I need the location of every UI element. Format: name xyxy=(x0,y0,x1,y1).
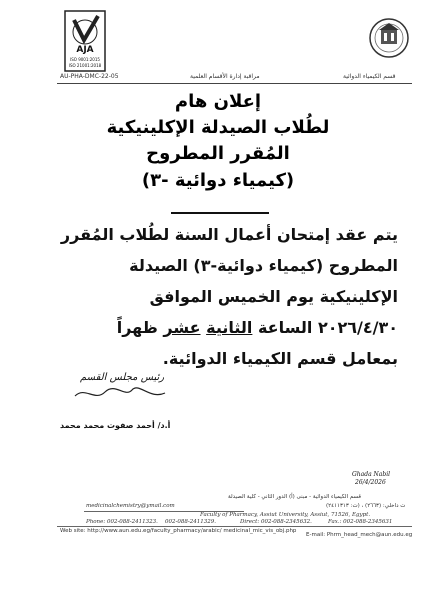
prepared-date: 26/4/2026 xyxy=(355,479,386,486)
aja-certification-logo xyxy=(64,10,106,72)
signatory-title: رئيس مجلس القسم xyxy=(80,372,165,383)
svg-text:AJA: AJA xyxy=(76,45,94,55)
footer-address-arabic: قسم الكيمياء الدوائية - مبنى (أ) الدور الثاني - كلية الصيدلة xyxy=(228,494,361,500)
title-underline xyxy=(171,212,269,214)
prepared-by-name: Ghada Nabil xyxy=(352,471,391,478)
footer-phone-2: 002-088-2411329. xyxy=(165,519,216,525)
footer-fax: Fax.: 002-088-2345631 xyxy=(328,519,393,525)
footer-phone: Phone: 002-088-2411323. xyxy=(86,519,158,525)
footer-divider xyxy=(57,526,412,527)
header-center-text: مراقبة إدارة الأقسام العلمية xyxy=(190,73,260,80)
department-name-header: قسم الكيمياء الدوائية xyxy=(343,73,396,80)
header-divider xyxy=(57,83,412,84)
footer-address-english: Faculty of Pharmacy, Assiut University, Assiut, 71526, Egypt. xyxy=(200,512,371,518)
footer-email-address[interactable]: E-mail: Phrm_head_mech@aun.edu.eg xyxy=(306,532,413,538)
exam-hour-suffix: عشر xyxy=(163,318,201,337)
body-line-3: الإكلينيكية يوم الخميس الموافق xyxy=(149,287,398,306)
body-line-5: بمعامل قسم الكيمياء الدوائية. xyxy=(162,349,398,368)
faculty-of-pharmacy-logo xyxy=(368,14,410,66)
signatory-name: أ.د/ أحمد صفوت محمد محمد xyxy=(60,421,171,430)
audience-heading: لطُلاب الصيدلة الإكلينيكية xyxy=(106,117,330,138)
handwritten-signature xyxy=(70,384,170,404)
footer-website-link[interactable]: Web site: http://www.aun.edu.eg/faculty_pharmacy/arabic/ medicinal_mic_vis_obj.php xyxy=(60,528,297,534)
exam-hour: الثانية xyxy=(206,318,253,337)
exam-period: ظهراً xyxy=(116,318,158,337)
body-line-2: المطروح (كيمياء دوائية-٣) الصيدلة xyxy=(129,256,398,275)
exam-date-time: ٢٠٢٦/٤/٣٠ الساعة xyxy=(257,318,398,337)
footer-direct: Direct: 002-088-2345632. xyxy=(240,519,312,525)
body-line-4 xyxy=(117,318,398,337)
body-line-1: يتم عقد إمتحان أعمال السنة لطُلاب المُقرر xyxy=(60,225,398,244)
footer-email-link[interactable]: medicinalchemistry@ymail.com xyxy=(86,503,175,509)
svg-text:ISO 9001:2015: ISO 9001:2015 xyxy=(70,57,100,62)
announcement-title: إعلان هام xyxy=(174,91,262,112)
footer-telephone-arabic: ت داخلي: (٢٦٦٣) ، (ت: ٢٤١١٣١٣) xyxy=(326,503,406,509)
course-name-heading: (كيمياء دوائية -٣) xyxy=(141,170,295,191)
svg-text:ISO 21001:2018: ISO 21001:2018 xyxy=(68,63,102,68)
course-heading: المُقرر المطروح xyxy=(146,143,290,164)
document-code: AU-PHA-DMC-22-05 xyxy=(60,73,119,80)
